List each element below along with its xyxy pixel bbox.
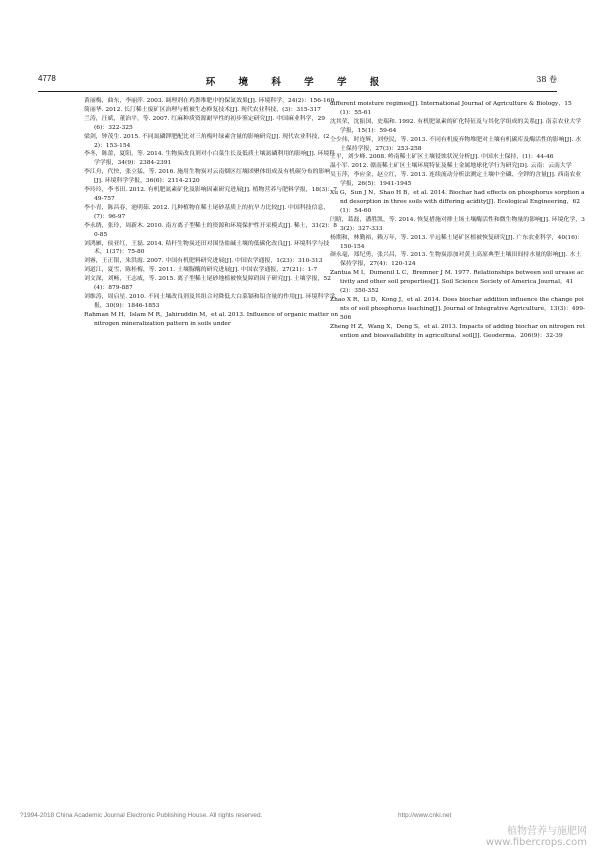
reference-entry: 吴玉萍，李应金，赵立红，等. 2013. 连续流动分析法测定土壤中全磷、全钾的含量[J]. 西南农业学报，26(5)：1941-1945 bbox=[330, 172, 582, 188]
reference-entry: different moisture regimes[J]. International Journal of Agriculture & Biology，15(1)：55-61 bbox=[330, 101, 572, 116]
reference-entry: 杨期和，林勤裕，赖万年，等. 2013. 平远稀土尾矿区植被恢复研究[J]. 广东农业科学，40(16)：150-154 bbox=[330, 234, 584, 250]
reference-entry: 闫晗，葛磊，潘胜凯，等. 2014. 恢复措施对排土场土壤酶活性和微生物量的影响[J]. 环境化学，33(2)：327-333 bbox=[330, 216, 585, 232]
reference-entry: Xu G，Sun J N，Shao H B，et al. 2014. Biochar had effects on phosphorus sorption and desorption in three soils with differing acidity[J]. Ecological Engineering，62(1)：54-60 bbox=[330, 190, 585, 214]
watermark bbox=[486, 822, 587, 848]
reference-entry: 刘维涛，周启星. 2010. 不同土壤改良剂及其组合对降低大白菜镉和铅含量的作用[J]. 环境科学学报，30(9)：1846-1853 bbox=[84, 293, 336, 309]
reference-entry: 黄丽梅，曲东，李丽萍. 2003. 调理剂在鸡粪堆肥中的保氮效果[J]. 环境科学，24(2)：156-160 bbox=[84, 98, 335, 104]
reference-entry: 刘道江，夏雪，陈桂梅，等. 2011. 土壤脲酶的研究进展[J]. 中国农学通报，27(21)：1-7 bbox=[84, 267, 318, 274]
reference-entry: Zheng H Z，Wang X，Deng S，et al. 2013. Impacts of adding biochar on nitrogen retention and bioavailability in agricultural soil[J]. Geoderma，206(9)：32-39 bbox=[330, 323, 585, 339]
journal-title: 环 境 科 学 学 报 bbox=[205, 77, 390, 88]
reference-entry: Zhao X R，Li D，Kong J，et al. 2014. Does biochar addition influence the change points of soil phosphorus leaching[J]. Journal of Integrative Agriculture，13(3)：499-506 bbox=[330, 296, 585, 321]
reference-entry: Rahman M H，Islam M R，Jahiruddin M，et al. 2013. Influence of organic matter on nitrogen mineralization pattern in soils under bbox=[84, 311, 339, 327]
reference-entry: 李永绣，张玲，周新木. 2010. 南方离子型稀土的资源和环境保护性开采模式[J]. 稀土，31(2)：80-85 bbox=[84, 222, 338, 238]
reference-entry: 刘文深，刘畅，王志威，等. 2015. 离子型稀土尾砂地植被恢复障碍因子研究[J]. 土壤学报，52(4)：879-887 bbox=[84, 276, 331, 292]
reference-entry: 李小青，陈昌春，池明茹. 2012. 几种植物在稀土尾砂基质上的抗旱力比较[J]. 中国科技信息，(7)：96-97 bbox=[84, 204, 330, 220]
reference-entry: 王平，刘少峰. 2008. 岭南稀土矿区土壤侵蚀状况分析[J]. 中国水土保持，(1)：44-46 bbox=[330, 154, 554, 161]
volume-label: 38 卷 bbox=[536, 75, 557, 84]
watermark-cn: 植物营养与施肥网 bbox=[507, 826, 587, 837]
reference-entry: 梁剑，钟茂生. 2015. 不同氮磷钾肥配比对三角梅叶绿素含量的影响研究[J]. 现代农业科技，(22)：153-154 bbox=[84, 133, 330, 149]
reference-entry: 刘鸿雁，侯亚红，王磊. 2014. 秸秆生物炭还田对围垦盐碱土壤的低碳化改良[J]. 环境科学与技术，1(37)：75-80 bbox=[84, 240, 330, 256]
reference-entry: 简丽华. 2012. 长汀稀土废矿区治理与植被生态修复技术[J]. 现代农业科技，(3)：315-317 bbox=[84, 106, 321, 113]
reference-entry: 李江舟，代快，张立猛，等. 2016. 施用生物炭对云南烟区红壤团聚体组成及有机碳分布的影响[J]. 环境科学学报，36(6)：2114-2120 bbox=[84, 169, 331, 185]
reference-entry: 李玲玲，李书田. 2012. 有机肥氮素矿化及影响因素研究进展[J]. 植物营养与肥料学报，18(3)：749-757 bbox=[84, 187, 338, 202]
header-rule bbox=[38, 91, 557, 92]
reference-entry: 李冬，陈蕾，夏阳，等. 2014. 生物炭改良剂对小白菜生长及低质土壤氮磷利用的影响[J]. 环境科学学报，34(9)：2384-2391 bbox=[84, 151, 336, 167]
cnki-url[interactable]: http://www.cnki.net bbox=[398, 812, 452, 819]
copyright-notice: ?1994-2018 China Academic Journal Electronic Publishing House. All rights reserved. bbox=[20, 812, 263, 819]
reference-entry: 兰涛，汪斌，董治平，等. 2007. 红麻种质资源耐旱性的初步鉴定研究[J]. 中国麻业科学，29(6)：322-325 bbox=[84, 115, 325, 131]
running-header bbox=[38, 74, 557, 90]
reference-entry: 温小军. 2012. 赣南稀土矿区土壤环境特征及稀土金属地球化学行为研究[D]. 云南：云南大学 bbox=[330, 163, 572, 170]
references-left-column bbox=[84, 97, 339, 329]
reference-entry: Zantua M I，Dumenil L C，Bremner J M. 1977. Relationships between soil urease activity and other soil properties[J]. Soil Science Society of America Journal，41(2)：350-352 bbox=[330, 270, 584, 295]
reference-entry: 仝少伟，时连辉，刘登民，等. 2013. 不同有机废弃物堆肥对土壤有机碳库及酶活性的影响[J]. 水土保持学报，27(3)：253-258 bbox=[330, 136, 582, 152]
reference-entry: 沈其荣，沈振国，史瑞和. 1992. 有机肥氮素的矿化特征及与其化学组成的关系[J]. 南京农业大学学报，15(1)：59-64 bbox=[330, 118, 582, 134]
reference-entry: 颜永毫，郑纪勇，张兴昌，等. 2013. 生物炭添加对黄土高原典型土壤田间持水量的影响[J]. 水土保持学报，27(4)：120-124 bbox=[330, 252, 582, 268]
references-right-column bbox=[330, 100, 585, 340]
watermark-url: www.fibercrops.com bbox=[485, 837, 587, 848]
reference-entry: 刘睿，王正银，朱洪霞. 2007. 中国有机肥料研究进展[J]. 中国农学通报，1(23)：310-313 bbox=[84, 258, 323, 265]
page-number: 4778 bbox=[38, 74, 56, 83]
